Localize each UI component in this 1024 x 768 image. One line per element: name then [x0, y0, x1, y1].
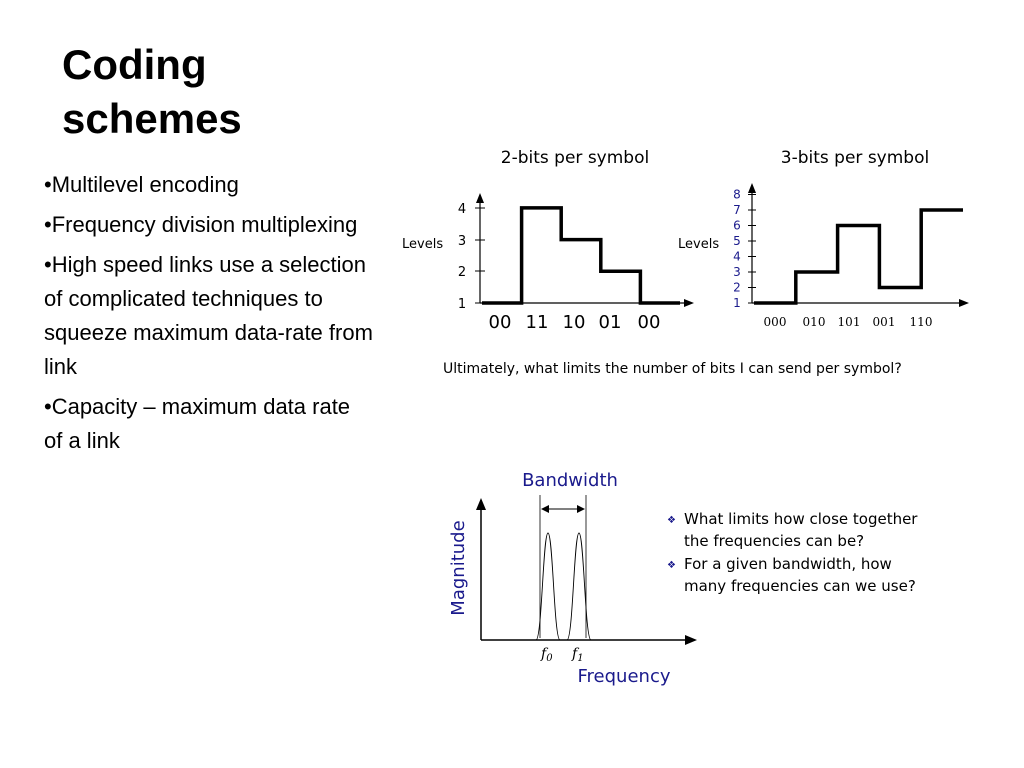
right-level-label: 5 [733, 234, 741, 248]
left-chart-ylabel: Levels [402, 237, 444, 252]
right-level-label: 8 [733, 187, 741, 202]
carrier-f1-peak [567, 533, 591, 640]
bullet-multilevel-encoding: •Multilevel encoding [44, 172, 239, 197]
right-level-label: 1 [733, 296, 741, 310]
left-symbol-label: 11 [525, 312, 549, 333]
right-symbol-label: 000 [763, 315, 787, 329]
magnitude-label: Magnitude [448, 520, 469, 616]
left-level-label: 3 [457, 234, 467, 249]
bandwidth-label: Bandwidth [522, 470, 618, 491]
right-level-label: 4 [733, 249, 741, 264]
left-level-label: 1 [457, 297, 467, 312]
left-symbol-label: 00 [488, 312, 512, 333]
frequency-label: Frequency [577, 666, 671, 687]
right-symbol-label: 001 [872, 315, 896, 329]
right-chart-ylabel: Levels [678, 237, 720, 252]
right-level-label: 2 [733, 280, 741, 295]
note-2-line-1: For a given bandwidth, how [684, 555, 892, 573]
note-2-line-2: many frequencies can we use? [684, 577, 916, 595]
left-chart-title: 2-bits per symbol [500, 148, 650, 168]
left-level-label: 2 [457, 265, 467, 280]
note-bullet-icon: ❖ [667, 560, 676, 571]
f0-label: $f_0$ [541, 646, 553, 664]
magnitude-axis-arrow [476, 498, 486, 510]
f1-label: $f_1$ [572, 646, 584, 664]
right-level-label: 6 [733, 218, 741, 233]
right-chart-title: 3-bits per symbol [780, 148, 930, 168]
right-symbol-label: 101 [837, 315, 861, 329]
title-line-1: Coding [62, 41, 207, 88]
bandwidth-arrow-left-head [541, 505, 549, 513]
right-level-label: 3 [733, 265, 741, 279]
symbol-limit-question: Ultimately, what limits the number of bits I can send per symbol? [443, 361, 902, 377]
left-symbol-label: 10 [562, 312, 586, 333]
note-bullet-icon: ❖ [667, 515, 676, 526]
left-symbol-label: 00 [637, 312, 661, 333]
bandwidth-arrow-right-head [577, 505, 585, 513]
left-symbol-label: 01 [598, 312, 622, 333]
bullet-high-speed-links: •High speed links use a selection of complicated techniques to squeeze maximum data-rate from link [44, 252, 373, 379]
frequency-axis-arrow [685, 635, 697, 645]
left-level-label: 4 [457, 202, 467, 217]
bullet-frequency-division: •Frequency division multiplexing [44, 212, 358, 237]
right-level-label: 7 [733, 203, 741, 217]
title-line-2: schemes [62, 95, 242, 142]
right-symbol-label: 110 [909, 315, 933, 329]
right-symbol-label: 010 [802, 315, 826, 329]
note-1-line-1: What limits how close together [684, 510, 918, 528]
bullet-capacity: •Capacity – maximum data rate of a link [44, 394, 351, 453]
note-1-line-2: the frequencies can be? [684, 532, 865, 550]
